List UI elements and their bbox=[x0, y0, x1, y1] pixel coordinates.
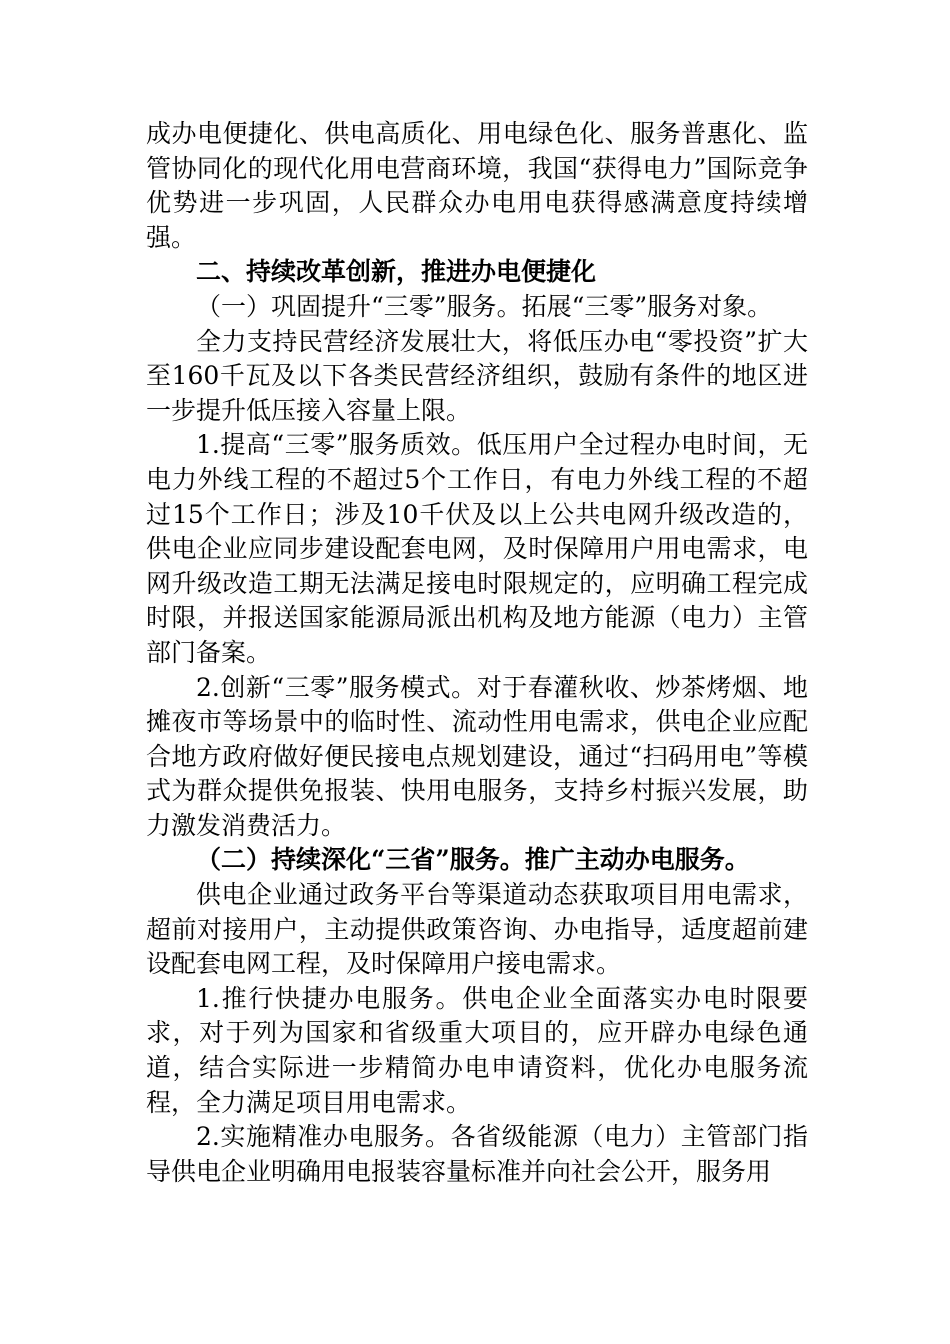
document-page bbox=[146, 117, 808, 1189]
paragraph-continuation: 成办电便捷化、供电高质化、用电绿色化、服务普惠化、监管协同化的现代化用电营商环境，我国“获得电力”国际竞争优势进一步巩固，人民群众办电用电获得感满意度持续增强。 bbox=[146, 119, 808, 252]
section-heading: 二、持续改革创新，推进办电便捷化 bbox=[196, 257, 597, 287]
subsection-heading-2: （二）持续深化“三省”服务。推广主动办电服务。 bbox=[196, 845, 750, 875]
paragraph: 全力支持民营经济发展壮大，将低压办电“零投资”扩大至160千瓦及以下各类民营经济组织，鼓励有条件的地区进一步提升低压接入容量上限。 bbox=[146, 326, 808, 425]
paragraph: 1.推行快捷办电服务。供电企业全面落实办电时限要求，对于列为国家和省级重大项目的，应开辟办电绿色通道，结合实际进一步精简办电申请资料，优化办电服务流程，全力满足项目用电需求。 bbox=[146, 983, 808, 1117]
paragraph: 2.实施精准办电服务。各省级能源（电力）主管部门指导供电企业明确用电报装容量标准并向社会公开，服务用 bbox=[146, 1122, 808, 1186]
subsection-heading-1: （一）巩固提升“三零”服务。拓展“三零”服务对象。 bbox=[196, 291, 773, 321]
paragraph: 1.提高“三零”服务质效。低压用户全过程办电时间，无电力外线工程的不超过5个工作日，有电力外线工程的不超过15个工作日；涉及10千伏及以上公共电网升级改造的，供电企业应同步建设配套电网，及时保障用户用电需求，电网升级改造工期无法满足接电时限规定的，应明确工程完成时限，并报送国家能源局派出机构及地方能源（电力）主管部门备案。 bbox=[146, 430, 808, 667]
paragraph: 2.创新“三零”服务模式。对于春灌秋收、炒茶烤烟、地摊夜市等场景中的临时性、流动性用电需求，供电企业应配合地方政府做好便民接电点规划建设，通过“扫码用电”等模式为群众提供免报装、快用电服务，支持乡村振兴发展，助力激发消费活力。 bbox=[146, 672, 808, 840]
paragraph: 供电企业通过政务平台等渠道动态获取项目用电需求，超前对接用户，主动提供政策咨询、办电指导，适度超前建设配套电网工程，及时保障用户接电需求。 bbox=[146, 880, 808, 979]
